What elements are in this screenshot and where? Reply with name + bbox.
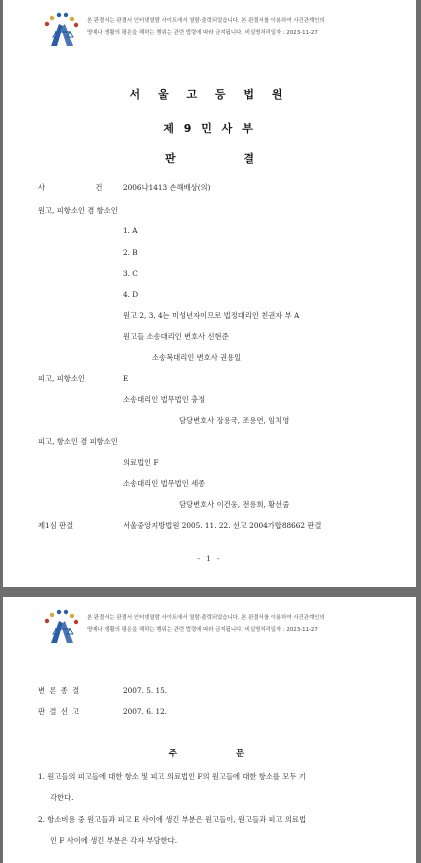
- access-notice-line-2: 명예나 생활의 평온을 해하는 행위는 관련 법령에 따라 금지됩니다. 비실명처리일자 : 2023-11-27: [87, 627, 318, 633]
- court-emblem-logo: [41, 607, 81, 647]
- order-item-1-line-1: 1. 원고들의 피고들에 대한 항소 및 피고 의료법인 F의 원고들에 대한 항소를 모두 기: [38, 772, 306, 781]
- first-instance-label: 제1심 판결: [38, 521, 74, 530]
- defendant-f-name: 의료법인 F: [123, 458, 159, 467]
- page-number: - 1 -: [197, 555, 222, 563]
- defendant-e-counsel: 소송대리인 법무법인 충정: [123, 395, 206, 404]
- plaintiff-3: 3. C: [123, 269, 138, 278]
- case-label: 사 건: [38, 183, 127, 192]
- plaintiff-1: 1. A: [123, 226, 138, 235]
- plaintiff-4: 4. D: [123, 290, 139, 299]
- access-notice-line-1: 본 판결서는 판결서 인터넷열람 사이트에서 열람·출력되었습니다. 본 판결서를 이용하여 사건관계인의: [87, 18, 325, 24]
- case-number: 2006나1413 손해배상(의): [123, 183, 211, 192]
- defendant-f-label: 피고, 항소인 겸 피항소인: [38, 437, 118, 446]
- plaintiff-subcounsel: 소송복대리인 변호사 권용일: [152, 353, 242, 362]
- judgment-heading: 주 문: [168, 749, 273, 759]
- defendant-e-name: E: [123, 374, 129, 383]
- defendant-f-counsel: 소송대리인 법무법인 세종: [123, 479, 206, 488]
- court-emblem-logo: [41, 10, 81, 50]
- order-item-2-line-1: 2. 항소비용 중 원고들과 피고 E 사이에 생긴 부분은 원고들이, 원고들과 피고 의료법: [38, 815, 307, 824]
- order-item-2-line-2: 인 F 사이에 생긴 부분은 각자 부담한다.: [50, 836, 178, 845]
- access-notice: [87, 612, 387, 636]
- ruling-label: 판 결 선 고: [38, 707, 81, 716]
- division-name: 제 9 민 사 부: [163, 122, 256, 135]
- first-instance-judgment: 서울중앙지방법원 2005. 11. 22. 선고 2004가합88662 판결: [123, 521, 322, 530]
- document-page-1: [3, 0, 416, 587]
- court-name: 서 울 고 등 법 원: [129, 88, 290, 101]
- closing-date: 2007. 5. 15.: [123, 686, 168, 695]
- plaintiffs-label: 원고, 피항소인 겸 항소인: [38, 206, 118, 215]
- plaintiff-counsel: 원고들 소송대리인 변호사 신현준: [123, 332, 229, 341]
- access-notice-line-2: 명예나 생활의 평온을 해하는 행위는 관련 법령에 따라 금지됩니다. 비실명처리일자 : 2023-11-27: [87, 30, 318, 36]
- ruling-date: 2007. 6. 12.: [123, 707, 168, 716]
- defendant-e-label: 피고, 피항소인: [38, 374, 85, 383]
- order-item-1-line-2: 각한다.: [50, 793, 74, 802]
- document-type: 판 결: [164, 152, 287, 165]
- closing-label: 변 론 종 결: [38, 686, 81, 695]
- defendant-f-lawyers: 담당변호사 이건웅, 전용희, 황선줄: [179, 500, 290, 509]
- access-notice-line-1: 본 판결서는 판결서 인터넷열람 사이트에서 열람·출력되었습니다. 본 판결서를 이용하여 사건관계인의: [87, 615, 325, 621]
- defendant-e-lawyers: 담당변호사 장용국, 조용연, 임치영: [179, 416, 290, 425]
- plaintiff-2: 2. B: [123, 248, 138, 257]
- access-notice: [87, 15, 387, 39]
- guardian-note: 원고 2, 3, 4는 미성년자이므로 법정대리인 친권자 부 A: [123, 311, 300, 320]
